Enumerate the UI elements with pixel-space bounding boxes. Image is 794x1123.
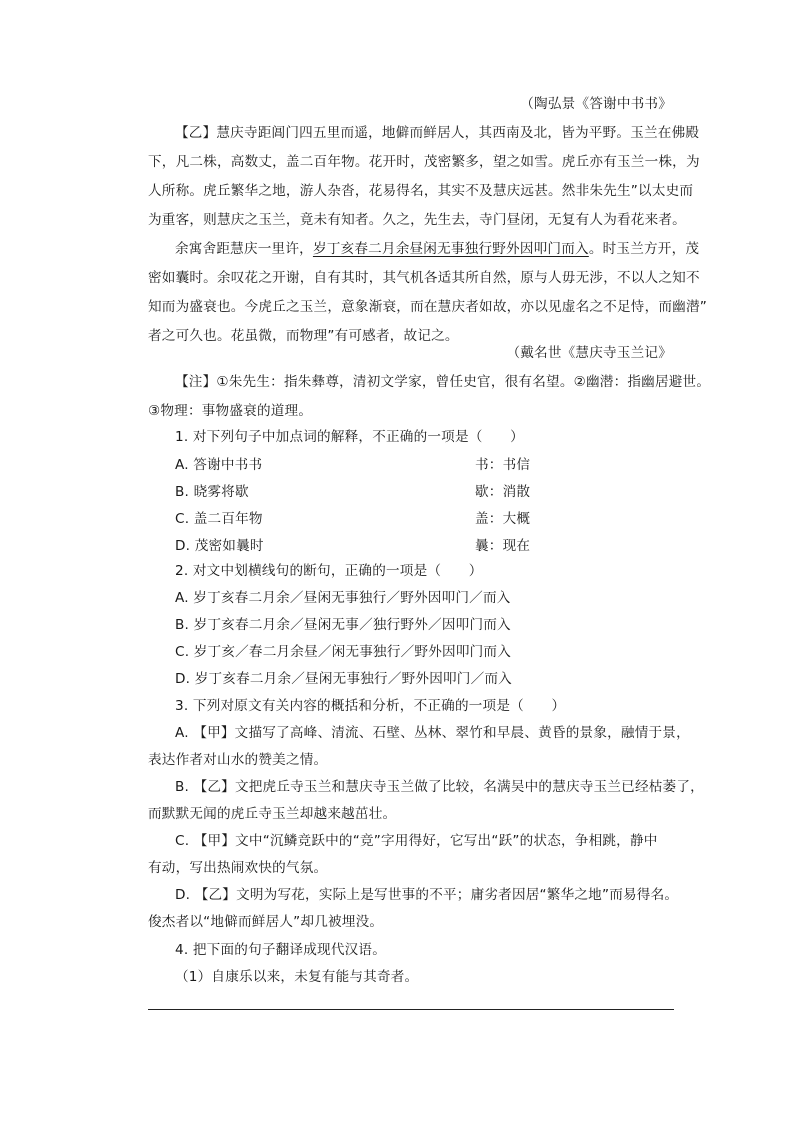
question-3-option-c: C. 【甲】文中“沉鳞竞跃中的“竞”字用得好，它写出“跃”的状态，争相跳，静中 (175, 833, 658, 849)
source-citation-a: （陶弘景《答谢中书书》 (520, 96, 672, 112)
question-3-option-b: B. 【乙】文把虎丘寺玉兰和慧庆寺玉兰做了比较，名满吴中的慧庆寺玉兰已经枯萎了， (175, 779, 704, 795)
question-3-option-d-cont: 俊杰者以“地僻而鲜居人”却几被埋没。 (148, 914, 384, 930)
question-4-item-1: （1）自康乐以来，未复有能与其奇者。 (175, 969, 419, 985)
notes-line: ③物理：事物盛衰的道理。 (148, 403, 313, 419)
question-2-option-c: C. 岁丁亥／春二月余昼／闲无事独行／野外因叩门而入 (175, 644, 511, 660)
paragraph-text: 。时玉兰方开，茂 (588, 241, 700, 257)
question-3-stem: 3. 下列对原文有关内容的概括和分析，不正确的一项是（ ） (175, 698, 566, 714)
passage-b-line: 人所称。虎丘繁华之地，游人杂沓，花易得名，其实不及慧庆远甚。然非朱先生”以太史而 (148, 183, 694, 199)
question-2-option-d: D. 岁丁亥春二月余／昼闲无事独行／野外因叩门／而入 (175, 671, 512, 687)
answer-line[interactable] (148, 1009, 674, 1010)
passage-b-line: 为重客，则慧庆之玉兰，竟未有知者。久之，先生去，寺门昼闭，无复有人为看花来者。 (148, 212, 686, 228)
passage-b-line: 下，凡二株，高数丈，盖二百年物。花开时，茂密繁多，望之如雪。虎丘亦有玉兰一株，为 (148, 154, 700, 170)
paragraph-text: 余寓舍距慧庆一里许， (175, 241, 313, 257)
passage-b-line: 密如囊时。余叹花之开谢，自有其时，其气机各适其所自然，原与人毋无涉，不以人之知不 (148, 270, 700, 286)
question-3-option-c-cont: 有动，写出热闹欢快的气氛。 (148, 860, 328, 876)
question-1-option-a: A. 答谢中书书 书：书信 (175, 457, 531, 473)
underlined-sentence: 岁丁亥春二月余昼闲无事独行野外因叩门而入 (312, 241, 589, 257)
question-2-option-a: A. 岁丁亥春二月余／昼闲无事独行／野外因叩门／而入 (175, 590, 511, 606)
passage-b-line: 知而为盛衰也。今虎丘之玉兰，意象渐衰，而在慧庆者如故，亦以见虚名之不足恃，而幽潜” (148, 299, 707, 315)
question-2-stem: 2. 对文中划横线句的断句，正确的一项是（ ） (175, 563, 483, 579)
question-3-option-a: A. 【甲】文描写了高峰、清流、石壁、丛林、翠竹和早晨、黄昏的景象，融情于景， (175, 725, 690, 741)
question-1-option-d: D. 茂密如曩时 曩：现在 (175, 538, 531, 554)
question-3-option-b-cont: 而默默无闻的虎丘寺玉兰却越来越茁壮。 (148, 806, 397, 822)
question-2-option-b: B. 岁丁亥春二月余／昼闲无事／独行野外／因叩门而入 (175, 617, 511, 633)
passage-b-paragraph-2-first-line (175, 239, 700, 259)
passage-b-line: 者之可久也。花虽微，而物理”有可感者，故记之。 (148, 328, 459, 344)
question-1-option-b: B. 晓雾将歇 歇：消散 (175, 484, 531, 500)
notes-line: 【注】①朱先生：指朱彝尊，清初文学家，曾任史官，很有名望。②幽潜：指幽居避世。 (175, 374, 711, 390)
question-4-stem: 4. 把下面的句子翻译成现代汉语。 (175, 942, 387, 958)
question-3-option-d: D. 【乙】文明为写花，实际上是写世事的不平；庸劣者因居“繁华之地”而易得名。 (175, 887, 679, 903)
passage-b-line: 【乙】慧庆寺距阊门四五里而遥，地僻而鲜居人，其西南及北，皆为平野。玉兰在佛殿 (175, 125, 700, 141)
source-citation-b: （戴名世《慧庆寺玉兰记》 (506, 345, 672, 361)
question-1-option-c: C. 盖二百年物 盖：大概 (175, 511, 531, 527)
question-3-option-a-cont: 表达作者对山水的赞美之情。 (148, 752, 328, 768)
question-1-stem: 1. 对下列句子中加点词的解释，不正确的一项是（ ） (175, 429, 524, 445)
